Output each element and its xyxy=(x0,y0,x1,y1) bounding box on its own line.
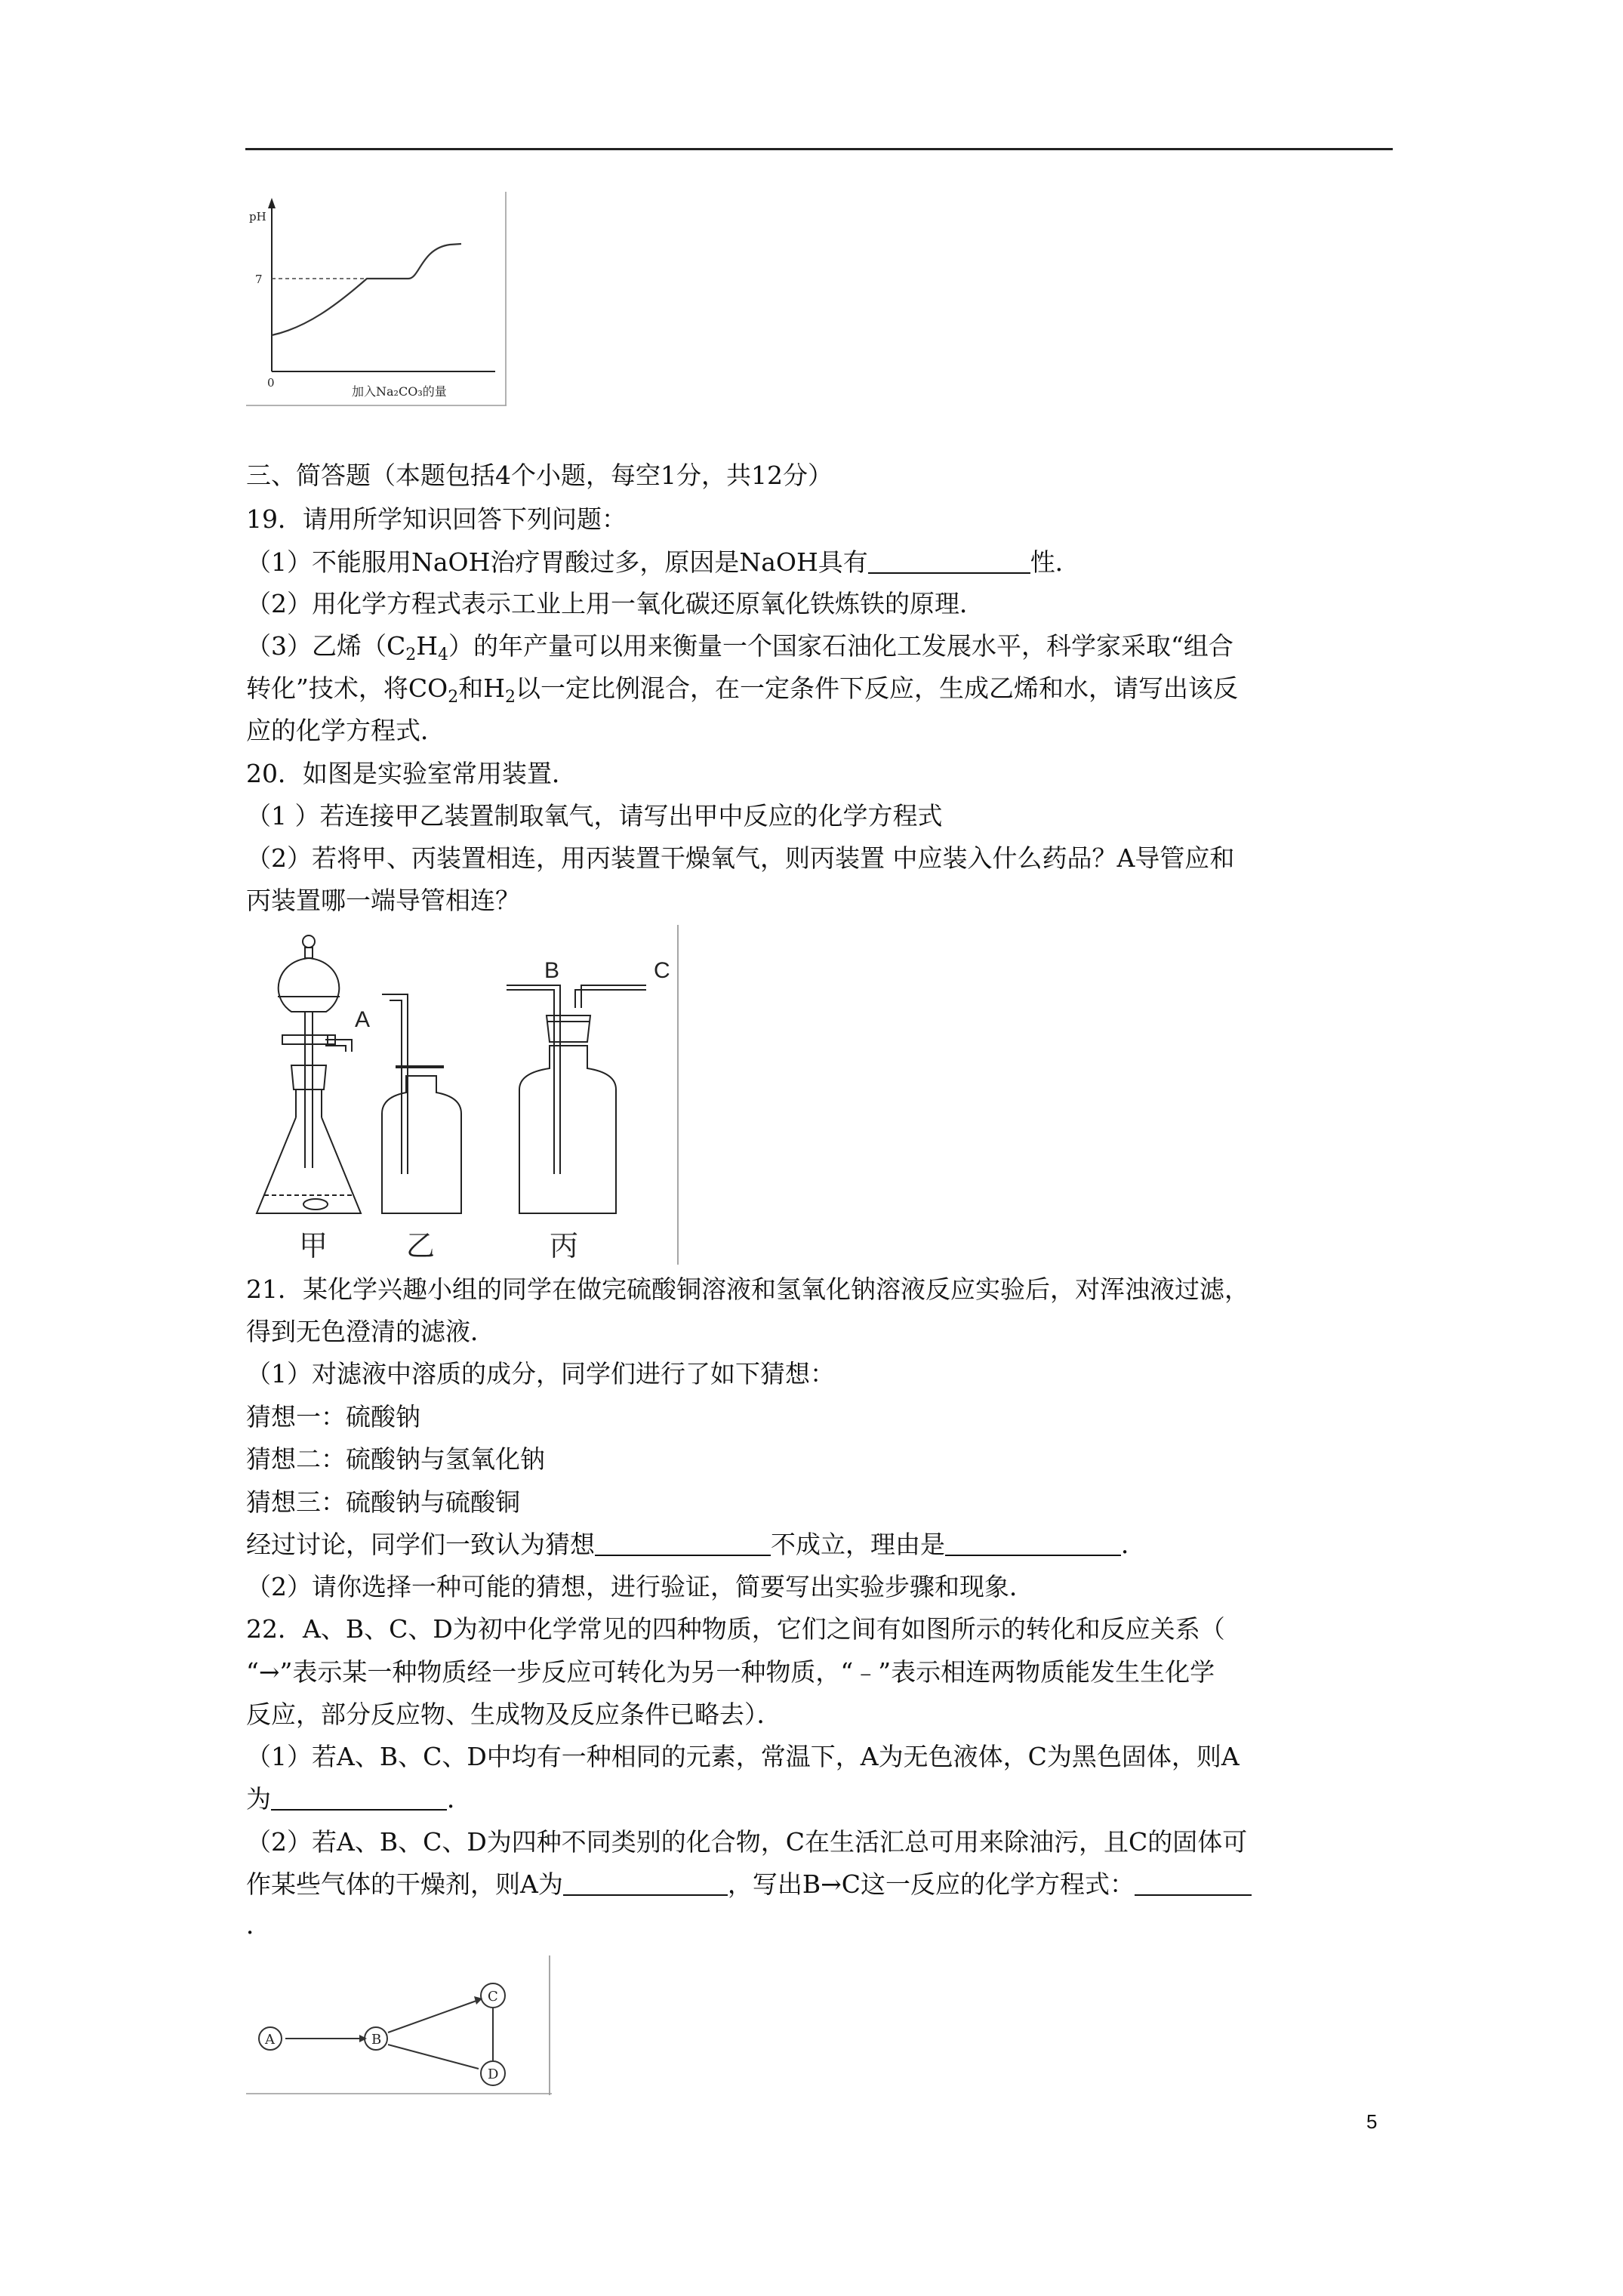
q21-line2: 得到无色澄清的滤液． xyxy=(246,1317,495,1346)
q19-part1-text: （1）不能服用NaOH治疗胃酸过多，原因是NaOH具有 xyxy=(246,547,868,577)
q21-part1: （1）对滤液中溶质的成分，同学们进行了如下猜想： xyxy=(246,1359,835,1388)
q19-stem: 19．请用所学知识回答下列问题： xyxy=(246,504,627,534)
caption-bing: 丙 xyxy=(550,1229,579,1262)
apparatus-yi xyxy=(382,994,461,1213)
text-seg: （3）乙烯（C xyxy=(246,631,406,661)
q22-part2-line1: （2）若A、B、C、D为四种不同类别的化合物，C在生活汇总可用来除油污，且C的固体可 xyxy=(246,1827,1248,1857)
q21-guess2: 猜想二：硫酸钠与氢氧化钠 xyxy=(246,1444,545,1474)
text-seg: ，写出B→C这一反应的化学方程式： xyxy=(727,1869,1135,1899)
q22-line2: “→”表示某一种物质经一步反应可转化为另一种物质，“﹣”表示相连两物质能发生生化学 xyxy=(246,1657,1215,1687)
text-seg: 和H xyxy=(458,673,505,703)
q19-part3-line3: 应的化学方程式． xyxy=(246,716,445,745)
q22-part1-line1: （1）若A、B、C、D中均有一种相同的元素，常温下，A为无色液体，C为黑色固体，则A xyxy=(246,1742,1240,1771)
text-seg: 不成立，理由是 xyxy=(771,1530,945,1559)
y-tick-7: 7 xyxy=(255,273,263,286)
text-seg: ． xyxy=(447,1784,472,1814)
text-seg: 转化”技术，将CO xyxy=(246,673,448,703)
node-b-label: B xyxy=(371,2032,382,2048)
y-axis-label: pH xyxy=(249,210,266,223)
q21-line1: 21．某化学兴趣小组的同学在做完硫酸铜溶液和氢氧化钠溶液反应实验后，对浑浊液过滤， xyxy=(246,1274,1249,1304)
label-a: A xyxy=(355,1007,371,1032)
caption-jia: 甲 xyxy=(299,1229,328,1262)
q22-line3: 反应，部分反应物、生成物及反应条件已略去）． xyxy=(246,1700,782,1729)
subscript: 2 xyxy=(405,646,417,664)
answer-blank[interactable] xyxy=(945,1530,1121,1556)
q19-part1-end: 性． xyxy=(1030,547,1080,577)
q20-part1: （1 ）若连接甲乙装置制取氧气，请写出甲中反应的化学方程式 xyxy=(246,801,943,831)
q19-part1 xyxy=(246,547,1080,578)
text-seg: H xyxy=(416,631,439,661)
q20-stem: 20．如图是实验室常用装置． xyxy=(246,759,577,788)
q22-part2-line2 xyxy=(246,1869,1252,1900)
q21-conclusion xyxy=(246,1530,1146,1560)
ph-curve xyxy=(272,244,461,335)
q21-guess3: 猜想三：硫酸钠与硫酸铜 xyxy=(246,1487,520,1517)
caption-yi: 乙 xyxy=(406,1229,436,1262)
subscript: 2 xyxy=(448,688,459,707)
label-b: B xyxy=(544,958,560,983)
text-seg: ． xyxy=(1121,1530,1146,1559)
q22-line1: 22．A、B、C、D为初中化学常见的四种物质，它们之间有如图所示的转化和反应关系（ xyxy=(246,1614,1225,1644)
q22-part2-line3: ． xyxy=(246,1910,271,1940)
apparatus-figure xyxy=(246,925,680,1265)
apparatus-jia xyxy=(257,935,361,1213)
relationship-diagram xyxy=(246,1955,552,2095)
q19-part3-line2 xyxy=(246,673,1238,713)
arrow-b-c xyxy=(388,2001,476,2032)
answer-blank[interactable] xyxy=(595,1530,771,1556)
q19-part2: （2）用化学方程式表示工业上用一氧化碳还原氧化铁炼铁的原理． xyxy=(246,589,984,618)
answer-blank[interactable] xyxy=(1135,1870,1252,1896)
section-title: 三、简答题（本题包括4个小题，每空1分，共12分） xyxy=(246,461,833,490)
text-seg: ）的年产量可以用来衡量一个国家石油化工发展水平，科学家采取“组合 xyxy=(448,631,1233,661)
node-a-label: A xyxy=(265,2032,275,2048)
node-d-label: D xyxy=(488,2066,499,2082)
apparatus-bing xyxy=(507,985,646,1213)
q22-part1-line2 xyxy=(246,1784,472,1814)
ph-graph xyxy=(246,192,507,407)
x-axis-label: 加入Na₂CO₃的量 xyxy=(352,384,447,399)
answer-blank[interactable] xyxy=(868,548,1030,574)
text-seg: 以一定比例混合，在一定条件下反应，生成乙烯和水，请写出该反 xyxy=(515,673,1238,703)
node-c-label: C xyxy=(488,1989,498,2005)
answer-blank[interactable] xyxy=(271,1785,447,1811)
answer-blank[interactable] xyxy=(563,1870,728,1896)
text-seg: 作某些气体的干燥剂，则A为 xyxy=(246,1869,563,1899)
link-b-d xyxy=(388,2045,479,2069)
subscript: 2 xyxy=(504,688,516,707)
label-c: C xyxy=(654,958,670,983)
q21-part2: （2）请你选择一种可能的猜想，进行验证，简要写出实验步骤和现象． xyxy=(246,1572,1034,1601)
q20-part2-line1: （2）若将甲、丙装置相连，用丙装置干燥氧气，则丙装置 中应装入什么药品？A导管应和 xyxy=(246,843,1235,873)
header-rule xyxy=(245,148,1393,150)
text-seg: 经过讨论，同学们一致认为猜想 xyxy=(246,1530,595,1559)
text-seg: 为 xyxy=(246,1784,271,1814)
q20-part2-line2: 丙装置哪一端导管相连？ xyxy=(246,886,520,915)
page-number: 5 xyxy=(1366,2110,1378,2133)
q21-guess1: 猜想一：硫酸钠 xyxy=(246,1402,420,1432)
q19-part3-line1 xyxy=(246,631,1233,670)
subscript: 4 xyxy=(438,646,449,664)
origin-label: 0 xyxy=(267,376,275,390)
